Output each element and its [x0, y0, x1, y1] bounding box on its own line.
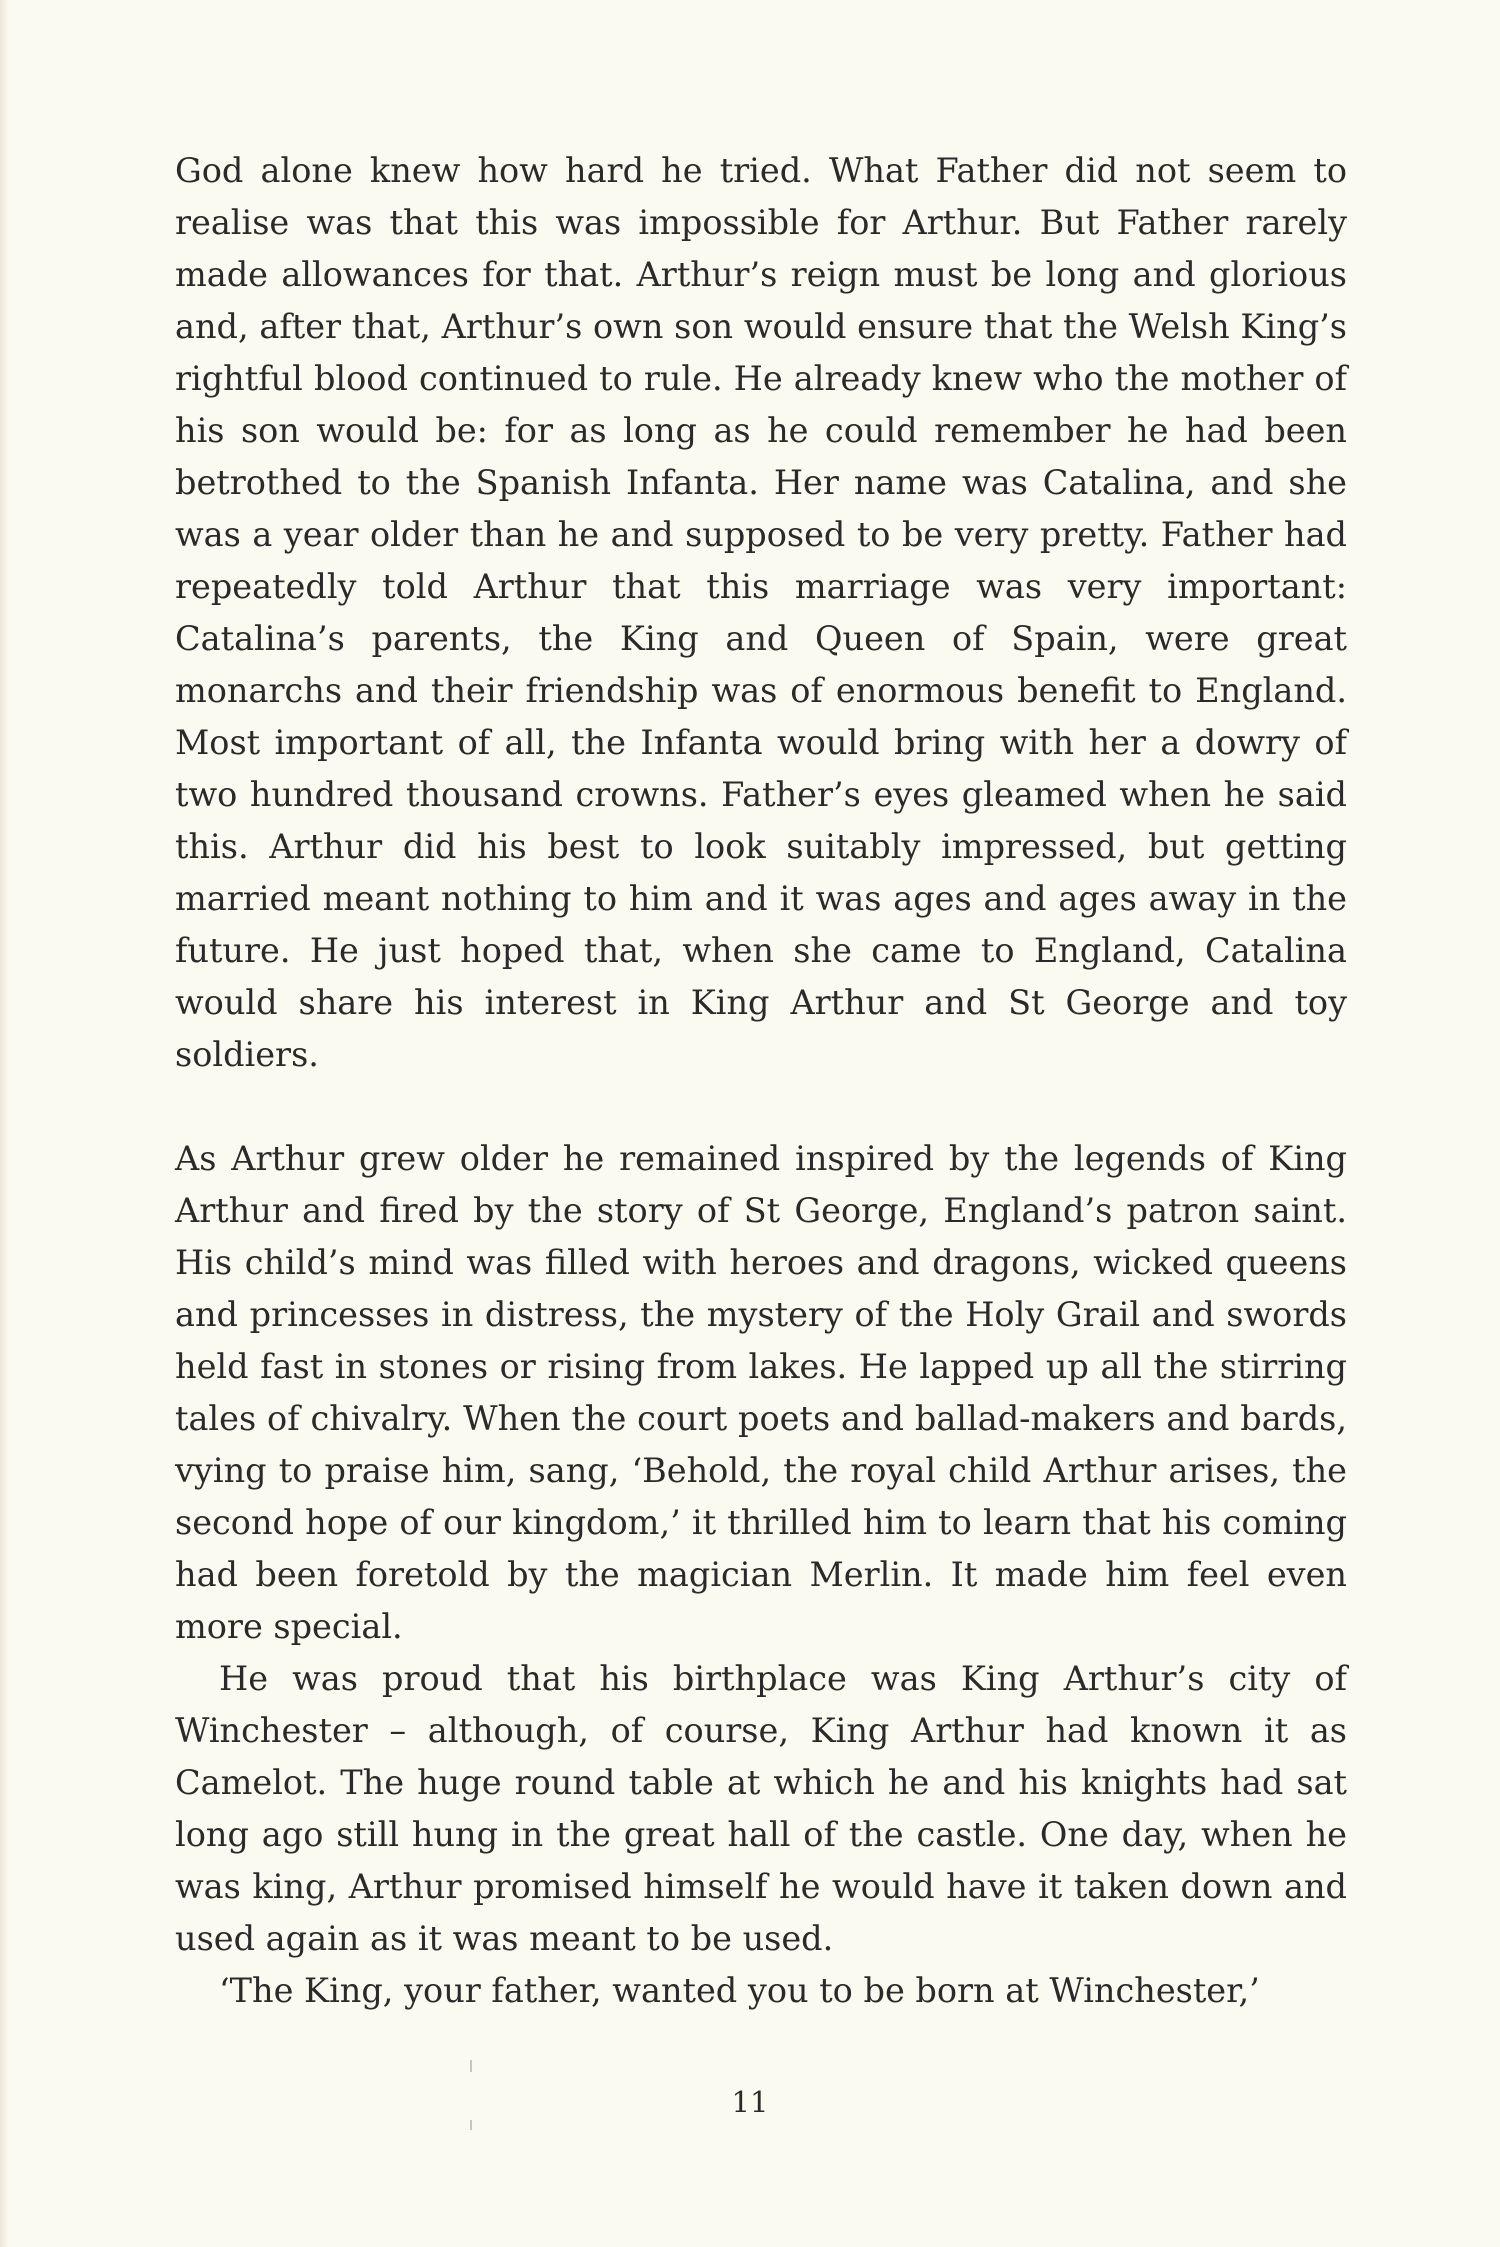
page-edge-shadow [0, 0, 8, 2247]
paragraph-4: ‘The King, your father, wanted you to be born at Winchester,’ [219, 1971, 1260, 2010]
scan-mark [470, 2060, 472, 2072]
scan-mark [470, 2120, 472, 2130]
page-number: 11 [731, 2085, 769, 2119]
paragraph-1: God alone knew how hard he tried. What Father did not seem to realise was that this was impossible for Arthur. But Father rarely made allowances for that. Arthur’s reign must be long and glorious and, after that, Arthur’s own son would ensure that the Welsh King’s rightful blood continued to rule. He already knew who the mother of his son would be: for as long as he could remember he had been betrothed to the Spanish Infanta. Her name was Catalina, and she was a year older than he and supposed to be very pretty. Father had repeatedly told Arthur that this marriage was very important: Catalina’s parents, the King and Queen of Spain, were great monarchs and their friendship was of enormous benefit to England. Most important of all, the Infanta would bring with her a dowry of two hundred thousand crowns. Father’s eyes gleamed when he said this. Arthur did his best to look suitably impressed, but getting married meant nothing to him and it was ages and ages away in the future. He just hoped that, when she came to England, Catalina would share his interest in King Arthur and St George and toy soldiers. [175, 151, 1347, 1074]
body-text [175, 145, 1347, 2017]
paragraph-2: As Arthur grew older he remained inspired by the legends of King Arthur and fired by the story of St George, England’s patron saint. His child’s mind was filled with heroes and dragons, wicked queens and princesses in distress, the mystery of the Holy Grail and swords held fast in stones or rising from lakes. He lapped up all the stirring tales of chivalry. When the court poets and ballad-makers and bards, vying to praise him, sang, ‘Behold, the royal child Arthur arises, the second hope of our kingdom,’ it thrilled him to learn that his coming had been foretold by the magician Merlin. It made him feel even more special. [175, 1139, 1347, 1646]
paragraph-3: He was proud that his birthplace was King Arthur’s city of Winchester – although, of course, King Arthur had known it as Camelot. The huge round table at which he and his knights had sat long ago still hung in the great hall of the castle. One day, when he was king, Arthur promised himself he would have it taken down and used again as it was meant to be used. [175, 1659, 1347, 1958]
